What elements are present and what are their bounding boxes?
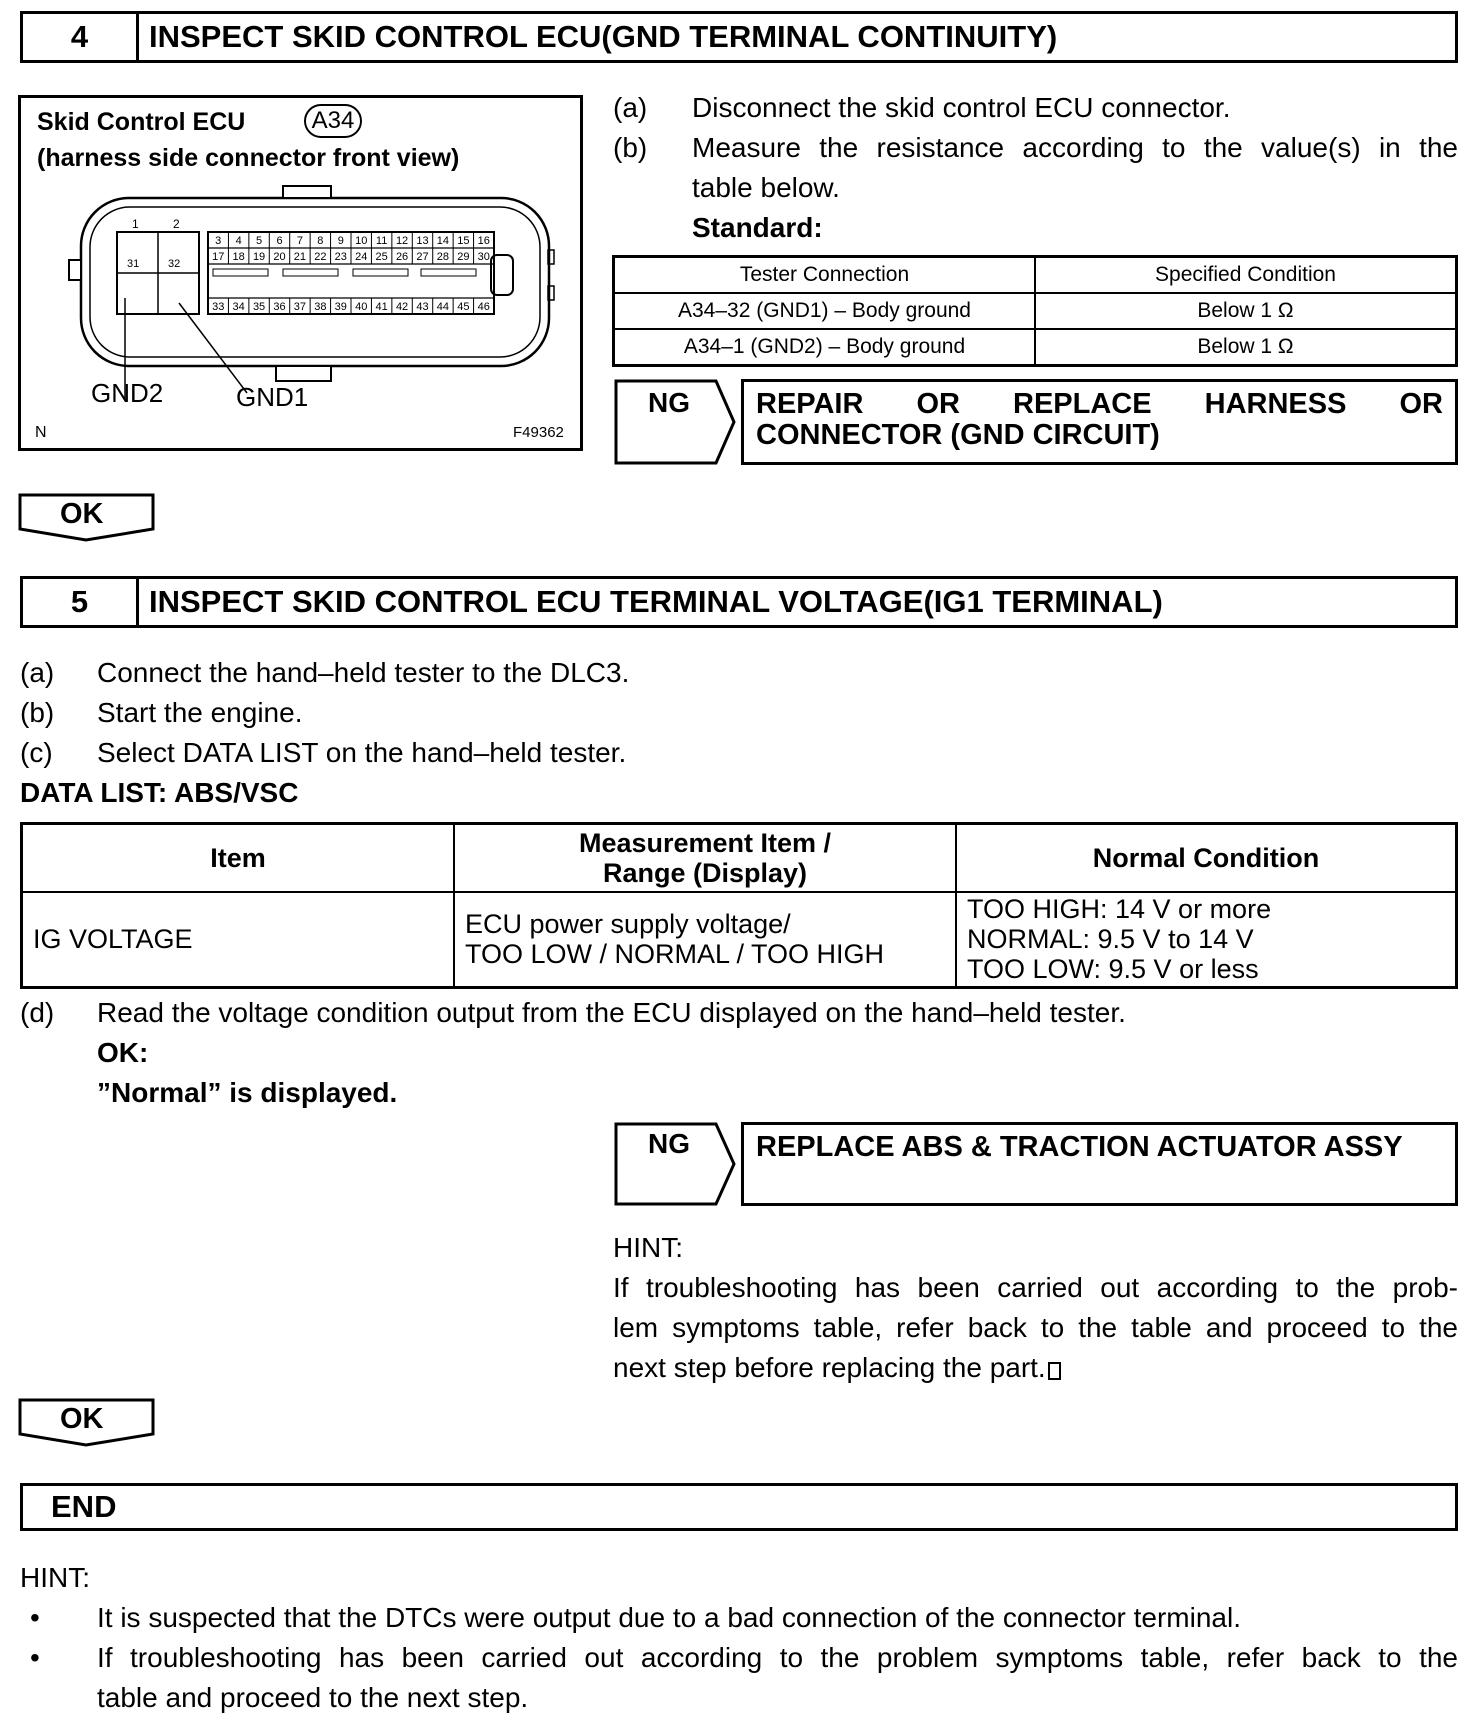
ok-label: OK <box>60 1403 104 1435</box>
cell-line: NORMAL: 9.5 V to 14 V <box>967 924 1254 955</box>
pin-number: 8 <box>317 235 324 247</box>
pin-number: 12 <box>395 235 409 247</box>
hint-line-text: next step before replacing the part. <box>613 1352 1046 1383</box>
pin-number: 34 <box>232 301 245 313</box>
standard-label: Standard: <box>692 212 823 243</box>
cell-line: TOO LOW: 9.5 V or less <box>967 954 1259 985</box>
table-cell: IG VOLTAGE <box>22 892 455 987</box>
bullet-icon: • <box>30 1642 40 1673</box>
step5-title: INSPECT SKID CONTROL ECU TERMINAL VOLTAGE(IG1 TERMINAL) <box>149 584 1163 619</box>
step5-a-text: Connect the hand–held tester to the DLC3. <box>97 657 630 688</box>
step4-a-text: Disconnect the skid control ECU connector. <box>692 92 1231 123</box>
pin-number: 40 <box>355 301 368 313</box>
pin-number: 24 <box>355 251 368 263</box>
ng-box-step4 <box>614 379 1460 465</box>
pin-1: 1 <box>132 217 139 231</box>
ng-label: NG <box>648 387 690 418</box>
step4-a-label: (a) <box>613 92 648 123</box>
end-bullet-text-cont: table and proceed to the next step. <box>97 1682 529 1713</box>
pin-32: 32 <box>168 258 181 270</box>
pin-number: 45 <box>457 301 470 313</box>
figure-code: F49362 <box>513 424 564 441</box>
step4-title: INSPECT SKID CONTROL ECU(GND TERMINAL CONTINUITY) <box>149 19 1058 54</box>
table-row <box>614 329 1457 366</box>
table-row <box>22 892 1457 987</box>
cell-line: TOO HIGH: 14 V or more <box>967 894 1272 925</box>
pin-number: 17 <box>212 251 225 263</box>
pin-number: 39 <box>334 301 347 313</box>
pin-number: 22 <box>314 251 327 263</box>
pin-31: 31 <box>127 258 140 270</box>
pin-number: 13 <box>416 235 429 247</box>
connector-id-badge: A34 <box>304 104 362 138</box>
cell-line: ECU power supply voltage/ <box>465 909 791 940</box>
pin-number: 23 <box>334 251 347 263</box>
ng-word: REPAIR <box>756 388 864 420</box>
data-list-title: DATA LIST: ABS/VSC <box>20 777 299 808</box>
ok-tag-step5 <box>18 1398 156 1448</box>
ng-action-box <box>741 379 1458 465</box>
figure-title: Skid Control ECU <box>37 108 246 136</box>
table-header-row <box>22 824 1457 893</box>
figure-corner-label: N <box>35 424 47 441</box>
bullet-icon: • <box>30 1602 40 1633</box>
ng-action-line1 <box>756 388 1443 421</box>
pin-number: 11 <box>375 235 388 247</box>
pin-number: 3 <box>215 235 222 247</box>
step5-d-text: Read the voltage condition output from the ECU displayed on the hand–held tester. <box>97 997 1126 1028</box>
connector-figure <box>18 95 583 451</box>
pin-number: 38 <box>314 301 327 313</box>
pin-number: 10 <box>355 235 368 247</box>
table-header-cell: Item <box>22 824 455 893</box>
end-mark-icon <box>1048 1362 1061 1380</box>
pin-number: 9 <box>337 235 344 247</box>
ng-action-text: REPLACE ABS & TRACTION ACTUATOR ASSY <box>756 1131 1403 1163</box>
pin-number: 44 <box>436 301 450 313</box>
end-bullet-text: It is suspected that the DTCs were output due to a bad connection of the connector terminal. <box>97 1602 1241 1633</box>
pin-number: 35 <box>252 301 266 313</box>
pin-number: 21 <box>293 251 307 263</box>
pin-number: 19 <box>252 251 266 263</box>
pin-number: 16 <box>477 235 490 247</box>
step4-header <box>20 11 1458 63</box>
hint-title-step5: HINT: <box>613 1232 683 1263</box>
pin-number: 28 <box>436 251 450 263</box>
step5-c-label: (c) <box>20 737 53 768</box>
hint-line <box>613 1348 1061 1388</box>
table-cell: Below 1 Ω <box>1035 329 1457 366</box>
table-cell: A34–1 (GND2) – Body ground <box>614 329 1036 366</box>
end-title: END <box>51 1489 117 1524</box>
ng-label: NG <box>648 1128 690 1159</box>
pin-number: 7 <box>296 235 303 247</box>
step5-d-label: (d) <box>20 997 55 1028</box>
ok-criteria-value: ”Normal” is displayed. <box>97 1077 398 1108</box>
pin-number: 25 <box>375 251 388 263</box>
table-header-cell: Normal Condition <box>956 824 1457 893</box>
pin-number: 14 <box>436 235 450 247</box>
table-header-cell: Tester Connection <box>614 257 1036 294</box>
ok-criteria-title: OK: <box>97 1037 149 1068</box>
ng-word: OR <box>1399 388 1443 420</box>
data-list-table <box>20 822 1458 989</box>
pin-number: 33 <box>212 301 225 313</box>
end-bullet-text: If troubleshooting has been carried out according to the problem symptoms table, refer back to the <box>97 1642 1458 1673</box>
pin-number: 26 <box>395 251 409 263</box>
header-line: Range (Display) <box>602 858 808 888</box>
cell-line: TOO LOW / NORMAL / TOO HIGH <box>465 939 885 970</box>
pin-number: 18 <box>232 251 245 263</box>
pin-number: 5 <box>256 235 263 247</box>
table-header-row <box>614 257 1457 294</box>
pin-number: 27 <box>416 251 429 263</box>
ng-box-step5 <box>614 1122 1460 1206</box>
pin-number: 37 <box>293 301 307 313</box>
pin-2: 2 <box>173 217 180 231</box>
ok-label: OK <box>60 498 104 530</box>
pin-number: 43 <box>416 301 429 313</box>
step5-b-label: (b) <box>20 697 55 728</box>
pin-number: 4 <box>235 235 242 247</box>
end-header <box>20 1483 1458 1531</box>
pin-number: 6 <box>276 235 283 247</box>
gnd1-label: GND1 <box>236 382 309 412</box>
hint-line: lem symptoms table, refer back to the table and proceed to the <box>613 1312 1458 1343</box>
step5-c-text: Select DATA LIST on the hand–held tester. <box>97 737 627 768</box>
table-cell: A34–32 (GND1) – Body ground <box>614 293 1036 329</box>
table-cell <box>956 892 1457 987</box>
ok-tag-step4 <box>18 493 156 543</box>
pin-number: 15 <box>457 235 470 247</box>
table-header-cell <box>454 824 956 893</box>
standard-table <box>612 255 1458 367</box>
hint-line: If troubleshooting has been carried out according to the prob- <box>613 1272 1458 1303</box>
step5-number: 5 <box>23 579 139 625</box>
step4-b-text: Measure the resistance according to the value(s) in the <box>692 132 1458 163</box>
ng-action-box <box>741 1122 1458 1206</box>
pin-number: 41 <box>375 301 388 313</box>
pin-number: 30 <box>477 251 490 263</box>
header-line: Measurement Item / <box>578 828 832 858</box>
step5-a-label: (a) <box>20 657 55 688</box>
pin-number: 29 <box>457 251 470 263</box>
ng-word: HARNESS <box>1204 388 1347 420</box>
step4-number: 4 <box>23 14 139 60</box>
step5-header <box>20 576 1458 628</box>
table-row <box>614 293 1457 329</box>
figure-subtitle: (harness side connector front view) <box>37 144 460 172</box>
ng-action-line2: CONNECTOR (GND CIRCUIT) <box>756 419 1160 451</box>
pin-number: 36 <box>273 301 286 313</box>
table-cell: Below 1 Ω <box>1035 293 1457 329</box>
pin-number: 20 <box>273 251 286 263</box>
table-header-cell: Specified Condition <box>1035 257 1457 294</box>
step4-b-text2: table below. <box>692 172 840 203</box>
pin-number: 46 <box>477 301 490 313</box>
ng-word: REPLACE <box>1013 388 1152 420</box>
ng-word: OR <box>916 388 960 420</box>
pin-number: 42 <box>395 301 409 313</box>
table-cell <box>454 892 956 987</box>
step5-b-text: Start the engine. <box>97 697 303 728</box>
step4-b-label: (b) <box>613 132 648 163</box>
gnd2-label: GND2 <box>91 378 164 408</box>
end-hint-title: HINT: <box>20 1562 90 1593</box>
